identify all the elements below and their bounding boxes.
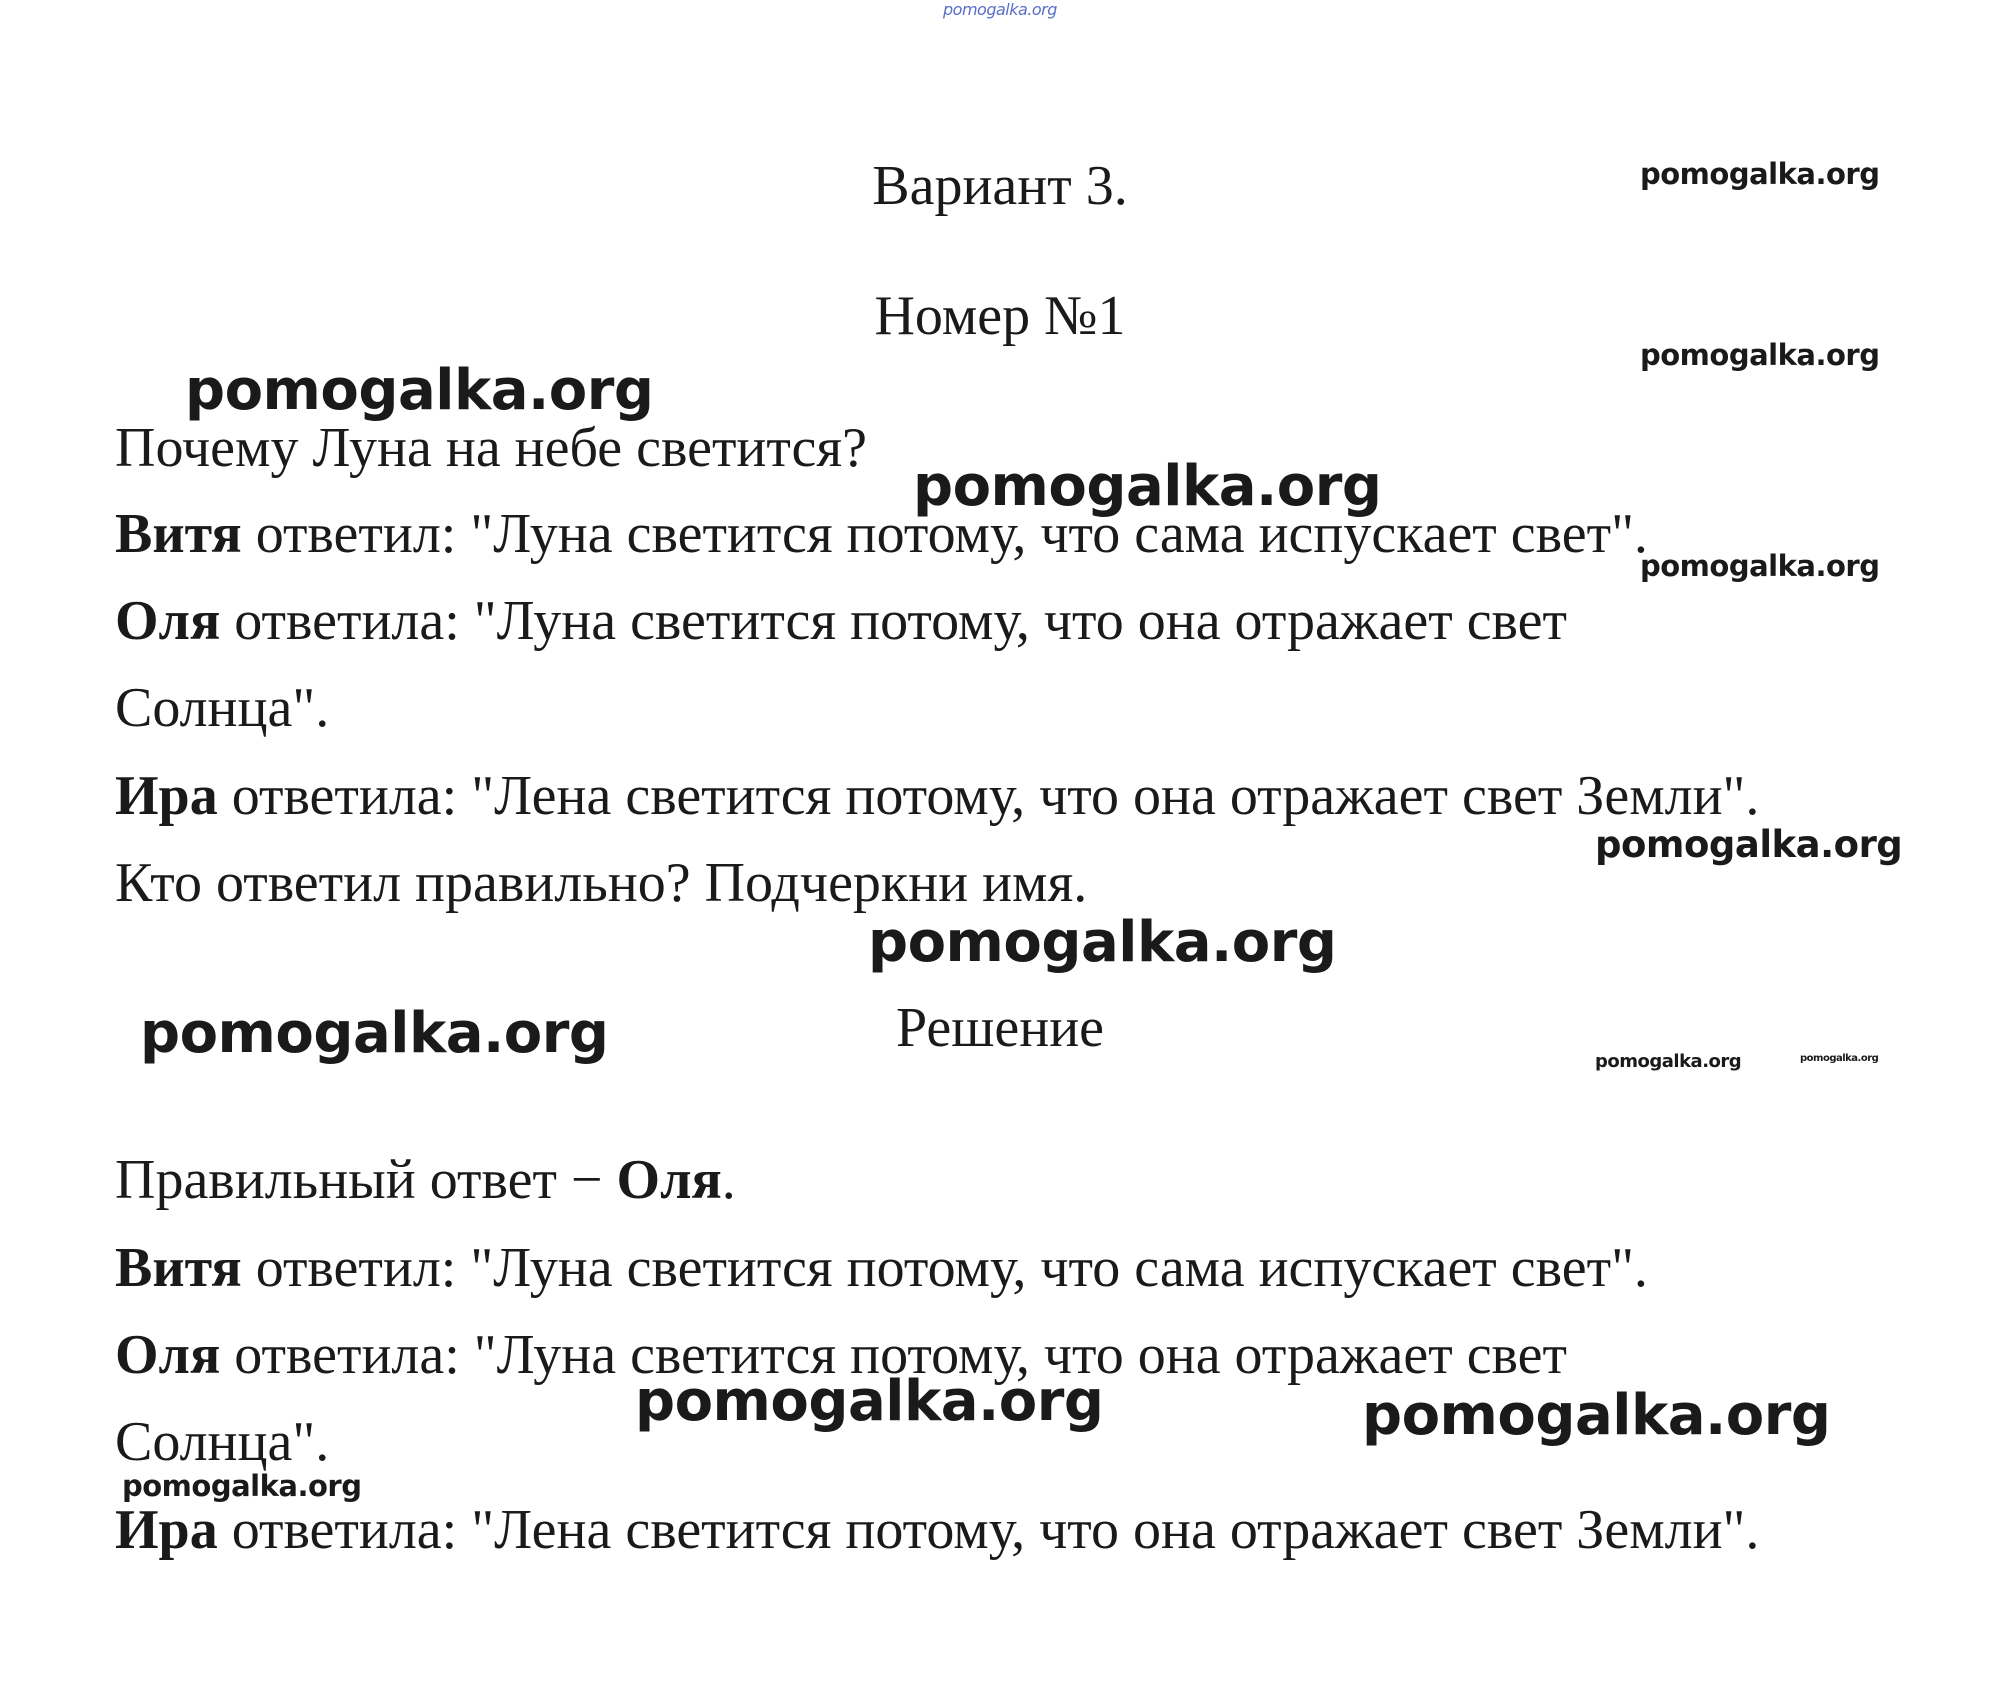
answer-vitya (115, 503, 1648, 565)
answer-quote: "Лена светится потому, что она отражает свет Земли". (471, 765, 1760, 827)
answer-quote: "Луна светится потому, что она отражает свет (473, 590, 1567, 652)
watermark: pomogalka.org (1640, 338, 1880, 372)
answer-name: Оля (115, 1324, 221, 1386)
watermark: pomogalka.org (1640, 157, 1880, 191)
question: Почему Луна на небе светится? (115, 417, 868, 479)
correct-answer (115, 1149, 736, 1211)
watermark: pomogalka.org (635, 1369, 1104, 1434)
answer-quote: "Лена светится потому, что она отражает свет Земли". (471, 1499, 1760, 1561)
answer-ira (115, 765, 1760, 827)
watermark-top: pomogalka.org (943, 0, 1057, 19)
solution-heading: Решение (895, 997, 1105, 1059)
answer-verb: ответила: (217, 765, 472, 827)
watermark: pomogalka.org (1595, 1051, 1742, 1072)
answer-verb: ответила: (220, 1324, 474, 1386)
task-number: Номер №1 (874, 285, 1126, 347)
correct-prefix: Правильный ответ − (115, 1149, 617, 1211)
solution-answer-ira (115, 1499, 1760, 1561)
answer-verb: ответила: (217, 1499, 472, 1561)
answer-name: Ира (115, 1499, 218, 1561)
solution-answer-olya-continuation: Солнца". (115, 1411, 330, 1473)
correct-suffix: . (721, 1149, 736, 1211)
watermark: pomogalka.org (140, 1001, 609, 1066)
watermark: pomogalka.org (1362, 1383, 1831, 1448)
watermark: pomogalka.org (1800, 1053, 1879, 1064)
watermark: pomogalka.org (1640, 549, 1880, 583)
variant-title: Вариант 3. (872, 155, 1128, 217)
solution-answer-olya (115, 1324, 1567, 1386)
answer-quote: "Луна светится потому, что сама испускает свет". (470, 1237, 1648, 1299)
answer-quote: "Луна светится потому, что сама испускает свет". (470, 503, 1648, 565)
answer-olya-continuation: Солнца". (115, 677, 330, 739)
watermark: pomogalka.org (185, 358, 654, 423)
answer-name: Витя (115, 1237, 242, 1299)
answer-name: Ира (115, 765, 218, 827)
watermark: pomogalka.org (868, 910, 1337, 975)
watermark: pomogalka.org (1595, 823, 1903, 866)
answer-verb: ответил: (241, 503, 471, 565)
answer-name: Витя (115, 503, 242, 565)
task-prompt: Кто ответил правильно? Подчеркни имя. (115, 852, 1088, 914)
watermark: pomogalka.org (122, 1469, 362, 1503)
solution-answer-vitya (115, 1237, 1648, 1299)
answer-name: Оля (115, 590, 221, 652)
answer-quote: "Луна светится потому, что она отражает свет (473, 1324, 1567, 1386)
answer-verb: ответила: (220, 590, 474, 652)
watermark: pomogalka.org (913, 454, 1382, 519)
correct-name: Оля (616, 1149, 722, 1211)
answer-verb: ответил: (241, 1237, 471, 1299)
answer-olya (115, 590, 1567, 652)
